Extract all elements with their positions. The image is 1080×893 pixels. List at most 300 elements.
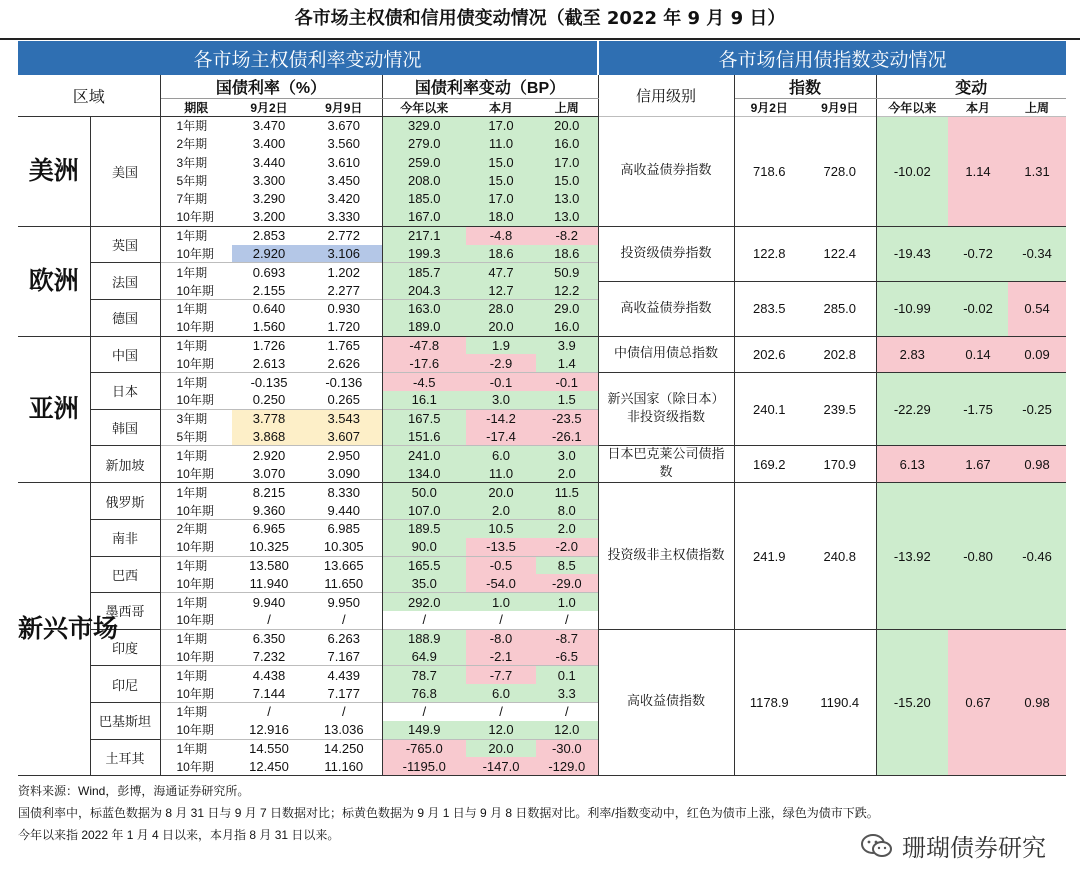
change-ytd-cell: 50.0 bbox=[382, 483, 466, 501]
term-cell: 1年期 bbox=[160, 702, 232, 720]
yield-sep2-cell: -0.135 bbox=[232, 373, 306, 391]
yield-sep9-cell: 2.626 bbox=[306, 354, 382, 372]
change-month-cell: -8.0 bbox=[466, 629, 536, 647]
country-label-mx: 墨西哥 bbox=[90, 593, 160, 630]
change-week-cell: -26.1 bbox=[536, 428, 598, 446]
change-week-cell: 50.9 bbox=[536, 263, 598, 281]
watermark bbox=[860, 828, 1046, 863]
term-cell: 1年期 bbox=[160, 739, 232, 757]
table-row bbox=[18, 446, 1066, 465]
change-week-cell: / bbox=[536, 611, 598, 629]
yield-sep2-cell: 4.438 bbox=[232, 666, 306, 684]
country-label-us: 美国 bbox=[90, 117, 160, 227]
change-ytd-cell: / bbox=[422, 612, 427, 628]
credit-index-sep2: 718.6 bbox=[734, 117, 804, 227]
term-cell: 5年期 bbox=[176, 429, 208, 444]
yield-sep9-cell: / bbox=[306, 702, 382, 720]
yield-sep9-cell: 3.560 bbox=[306, 135, 382, 153]
yield-sep2-cell: 12.450 bbox=[232, 757, 306, 775]
credit-change-week: 1.31 bbox=[1008, 117, 1066, 227]
yield-sep2-cell: 3.440 bbox=[252, 154, 286, 170]
change-month-cell: / bbox=[466, 702, 536, 720]
change-week-cell: 3.0 bbox=[536, 446, 598, 465]
table-row bbox=[18, 226, 1066, 244]
sub-month: 本月 bbox=[488, 101, 513, 115]
yield-sep9-cell: 3.543 bbox=[306, 409, 382, 427]
yield-sep2-cell: 6.965 bbox=[232, 519, 306, 537]
change-month-cell: 10.5 bbox=[466, 519, 536, 537]
region-label-asia: 亚洲 bbox=[18, 336, 90, 483]
footnote-colors: 国债利率中，标蓝色数据为 8 月 31 日与 9 月 7 日数据对比；标黄色数据为 9 月 1 日与 9 月 8 日数据对比。利率/指数变动中，红色为债市上涨，绿色为债市下跌。 bbox=[18, 806, 879, 820]
yield-sep9-cell: 6.985 bbox=[306, 519, 382, 537]
change-week-cell: 8.5 bbox=[536, 556, 598, 574]
change-week-cell: 8.0 bbox=[536, 501, 598, 519]
sub-change-week: 上周 bbox=[1025, 101, 1050, 115]
change-month-cell: 18.0 bbox=[466, 208, 536, 226]
yield-sep9-cell: 11.650 bbox=[306, 574, 382, 592]
table-row bbox=[18, 483, 1066, 501]
sub-sep9: 9月9日 bbox=[306, 99, 382, 117]
yield-sep9-cell: 3.330 bbox=[306, 208, 382, 226]
change-month-cell: 17.0 bbox=[466, 117, 536, 135]
change-ytd-cell: 189.5 bbox=[382, 519, 466, 537]
credit-index-sep2: 169.2 bbox=[734, 446, 804, 483]
change-ytd-cell: 279.0 bbox=[382, 135, 466, 153]
yield-sep2-cell: 2.920 bbox=[232, 245, 306, 263]
yield-sep2-cell: 2.853 bbox=[232, 226, 306, 244]
change-month-cell: 12.7 bbox=[466, 281, 536, 299]
credit-change-month: 1.14 bbox=[948, 117, 1008, 227]
change-ytd-cell: 292.0 bbox=[382, 593, 466, 611]
change-week-cell: 18.6 bbox=[536, 245, 598, 263]
term-cell: 10年期 bbox=[176, 723, 214, 738]
change-week-cell: / bbox=[536, 702, 598, 720]
credit-index-sep9: 728.0 bbox=[804, 117, 876, 227]
credit-index-sep9: 285.0 bbox=[804, 281, 876, 336]
change-ytd-cell: 78.7 bbox=[382, 666, 466, 684]
term-cell: 10年期 bbox=[176, 686, 214, 701]
term-cell: 7年期 bbox=[176, 192, 208, 207]
yield-sep2-cell: 0.250 bbox=[252, 392, 286, 408]
yield-sep9-cell: 3.450 bbox=[306, 171, 382, 189]
change-ytd-cell: 204.3 bbox=[382, 281, 466, 299]
change-week-cell: -30.0 bbox=[536, 739, 598, 757]
change-week-cell: 20.0 bbox=[536, 117, 598, 135]
change-month-cell: 3.0 bbox=[466, 391, 536, 409]
sub-index-sep2: 9月2日 bbox=[750, 101, 788, 115]
region-header: 区域 bbox=[18, 75, 160, 117]
change-month-cell: -147.0 bbox=[466, 757, 536, 775]
change-header: 变动 bbox=[876, 75, 1066, 99]
change-week-cell: 15.0 bbox=[536, 171, 598, 189]
yield-sep9-cell: 2.772 bbox=[306, 226, 382, 244]
credit-index-sep9: 239.5 bbox=[804, 373, 876, 446]
change-ytd-cell: 90.0 bbox=[382, 538, 466, 556]
yield-sep2-cell: 2.155 bbox=[252, 282, 286, 298]
change-week-cell: 3.3 bbox=[536, 684, 598, 702]
index-header: 指数 bbox=[734, 75, 876, 99]
sub-week: 上周 bbox=[536, 99, 598, 117]
credit-grade-header: 信用级别 bbox=[598, 75, 734, 117]
credit-index-sep2: 240.1 bbox=[734, 373, 804, 446]
yield-sep2-cell: 6.350 bbox=[232, 629, 306, 647]
change-week-cell: 0.1 bbox=[536, 666, 598, 684]
credit-index-name: 高收益债券指数 bbox=[598, 281, 734, 336]
credit-change-ytd: -15.20 bbox=[876, 629, 948, 775]
yield-sep9-cell: 3.106 bbox=[306, 245, 382, 263]
change-ytd-cell: 107.0 bbox=[382, 501, 466, 519]
yield-sep2-cell: 13.580 bbox=[232, 556, 306, 574]
left-section-header: 各市场主权债利率变动情况 bbox=[18, 41, 598, 75]
watermark-text: 珊瑚债券研究 bbox=[902, 834, 1046, 862]
change-month-cell: -14.2 bbox=[466, 409, 536, 427]
change-ytd-cell: 241.0 bbox=[382, 446, 466, 465]
change-month-cell: -4.8 bbox=[466, 226, 536, 244]
change-ytd-cell: 149.9 bbox=[382, 721, 466, 739]
change-ytd-cell: 76.8 bbox=[382, 684, 466, 702]
yield-sep9-cell: 3.670 bbox=[306, 117, 382, 135]
country-label-in: 印度 bbox=[90, 629, 160, 666]
change-ytd-cell: 163.0 bbox=[382, 299, 466, 317]
yield-sep9-cell: 3.607 bbox=[306, 428, 382, 446]
credit-change-ytd: -10.99 bbox=[876, 281, 948, 336]
table-row bbox=[18, 281, 1066, 299]
sub-sep2: 9月2日 bbox=[250, 101, 288, 115]
change-ytd-cell: 208.0 bbox=[382, 171, 466, 189]
change-week-cell: -29.0 bbox=[536, 574, 598, 592]
term-cell: 10年期 bbox=[160, 757, 232, 775]
yield-sep2-cell: 12.916 bbox=[249, 722, 289, 738]
credit-index-sep9: 202.8 bbox=[804, 336, 876, 373]
credit-change-month: -1.75 bbox=[948, 373, 1008, 446]
change-month-cell: / bbox=[499, 612, 503, 628]
change-month-cell: 28.0 bbox=[466, 299, 536, 317]
change-week-cell: 17.0 bbox=[536, 153, 598, 171]
term-cell: 10年期 bbox=[176, 576, 214, 591]
credit-change-week: -0.25 bbox=[1008, 373, 1066, 446]
yield-sep2-cell: 9.360 bbox=[252, 502, 286, 518]
change-week-cell: -8.2 bbox=[536, 226, 598, 244]
term-cell: 1年期 bbox=[160, 483, 232, 501]
yield-sep9-cell: 1.720 bbox=[306, 318, 382, 336]
credit-change-week: 0.98 bbox=[1008, 629, 1066, 775]
yield-sep9-cell: 14.250 bbox=[306, 739, 382, 757]
sub-ytd: 今年以来 bbox=[400, 101, 449, 115]
yield-sep2-cell: 2.613 bbox=[252, 355, 286, 371]
region-label-europe: 欧洲 bbox=[18, 226, 90, 336]
change-week-cell: 1.4 bbox=[536, 354, 598, 372]
change-month-cell: -17.4 bbox=[466, 428, 536, 446]
change-ytd-cell: / bbox=[382, 702, 466, 720]
bond-table bbox=[18, 41, 1066, 776]
yield-sep2-cell: 3.400 bbox=[252, 136, 286, 152]
yield-sep2-cell: / bbox=[267, 612, 271, 628]
change-month-cell: -7.7 bbox=[466, 666, 536, 684]
yield-sep2-cell: 3.300 bbox=[252, 173, 286, 189]
term-cell: 1年期 bbox=[160, 556, 232, 574]
credit-change-ytd: 6.13 bbox=[876, 446, 948, 483]
change-week-cell: 2.0 bbox=[536, 519, 598, 537]
change-week-cell: 29.0 bbox=[536, 299, 598, 317]
country-label-kr: 韩国 bbox=[90, 409, 160, 446]
change-week-cell: -129.0 bbox=[536, 757, 598, 775]
change-week-cell: 13.0 bbox=[536, 190, 598, 208]
change-ytd-cell: 259.0 bbox=[382, 153, 466, 171]
credit-change-ytd: -19.43 bbox=[876, 226, 948, 281]
term-cell: 10年期 bbox=[176, 466, 214, 481]
change-month-cell: 1.0 bbox=[466, 593, 536, 611]
yield-sep9-cell: 3.610 bbox=[306, 153, 382, 171]
yield-sep9-cell: 1.765 bbox=[306, 336, 382, 354]
yield-sep9-cell: 0.265 bbox=[306, 391, 382, 409]
term-cell: 10年期 bbox=[176, 356, 214, 371]
change-week-cell: 12.2 bbox=[536, 281, 598, 299]
yield-sep9-cell: 9.950 bbox=[306, 593, 382, 611]
term-cell: 1年期 bbox=[160, 593, 232, 611]
credit-index-sep2: 202.6 bbox=[734, 336, 804, 373]
term-cell: 3年期 bbox=[160, 409, 232, 427]
right-section-header: 各市场信用债指数变动情况 bbox=[598, 41, 1066, 75]
term-cell: 10年期 bbox=[176, 393, 214, 408]
change-ytd-cell: 64.9 bbox=[382, 648, 466, 666]
credit-change-ytd: -13.92 bbox=[876, 483, 948, 629]
change-ytd-cell: 329.0 bbox=[382, 117, 466, 135]
term-cell: 1年期 bbox=[160, 336, 232, 354]
term-cell: 10年期 bbox=[176, 320, 214, 335]
footnote-source: 资料来源：Wind，彭博，海通证券研究所。 bbox=[18, 784, 250, 798]
change-month-cell: -54.0 bbox=[466, 574, 536, 592]
yield-sep9-cell: 10.305 bbox=[306, 538, 382, 556]
credit-change-week: 0.98 bbox=[1008, 446, 1066, 483]
yield-sep9-cell: 4.439 bbox=[306, 666, 382, 684]
change-week-cell: -6.5 bbox=[536, 648, 598, 666]
country-label-cn: 中国 bbox=[90, 336, 160, 373]
yield-sep2-cell: 9.940 bbox=[232, 593, 306, 611]
change-month-cell: 2.0 bbox=[466, 501, 536, 519]
sub-term: 期限 bbox=[184, 101, 209, 115]
term-cell: 5年期 bbox=[176, 174, 208, 189]
yield-sep2-cell: 1.560 bbox=[252, 319, 286, 335]
change-month-cell: -2.9 bbox=[466, 354, 536, 372]
credit-index-sep9: 240.8 bbox=[804, 483, 876, 629]
change-month-cell: 20.0 bbox=[466, 318, 536, 336]
term-cell: 1年期 bbox=[160, 373, 232, 391]
change-month-cell: 12.0 bbox=[466, 721, 536, 739]
credit-change-ytd: -22.29 bbox=[876, 373, 948, 446]
yield-sep2-cell: 8.215 bbox=[232, 483, 306, 501]
change-week-cell: -23.5 bbox=[536, 409, 598, 427]
yield-sep9-cell: 1.202 bbox=[306, 263, 382, 281]
footnote-dates: 今年以来指 2022 年 1 月 4 日以来，本月指 8 月 31 日以来。 bbox=[18, 828, 340, 842]
credit-change-month: -0.80 bbox=[948, 483, 1008, 629]
yield-sep2-cell: 1.726 bbox=[232, 336, 306, 354]
credit-change-ytd: -10.02 bbox=[876, 117, 948, 227]
credit-index-sep9: 170.9 bbox=[804, 446, 876, 483]
change-ytd-cell: 151.6 bbox=[382, 428, 466, 446]
credit-index-sep9: 122.4 bbox=[804, 226, 876, 281]
yield-sep9-cell: 13.036 bbox=[306, 721, 382, 739]
country-label-fr: 法国 bbox=[90, 263, 160, 300]
change-month-cell: -0.5 bbox=[466, 556, 536, 574]
change-ytd-cell: 185.7 bbox=[382, 263, 466, 281]
yield-sep9-cell: -0.136 bbox=[306, 373, 382, 391]
yield-sep2-cell: 3.778 bbox=[232, 409, 306, 427]
credit-change-month: -0.72 bbox=[948, 226, 1008, 281]
country-label-br: 巴西 bbox=[90, 556, 160, 593]
change-month-cell: 18.6 bbox=[466, 245, 536, 263]
change-week-cell: 11.5 bbox=[536, 483, 598, 501]
term-cell: 1年期 bbox=[160, 666, 232, 684]
yield-sep9-cell: 13.665 bbox=[306, 556, 382, 574]
credit-index-sep2: 241.9 bbox=[734, 483, 804, 629]
term-cell: 10年期 bbox=[176, 210, 214, 225]
yield-sep9-cell: 9.440 bbox=[306, 501, 382, 519]
credit-index-sep9: 1190.4 bbox=[804, 629, 876, 775]
change-week-cell: 2.0 bbox=[536, 464, 598, 483]
change-ytd-cell: -47.8 bbox=[382, 336, 466, 354]
table-row bbox=[18, 629, 1066, 647]
term-cell: 1年期 bbox=[176, 119, 208, 134]
country-label-de: 德国 bbox=[90, 299, 160, 336]
term-cell: 1年期 bbox=[160, 629, 232, 647]
change-ytd-cell: 167.0 bbox=[382, 208, 466, 226]
country-label-id: 印尼 bbox=[90, 666, 160, 703]
yield-sep9-cell: 6.263 bbox=[306, 629, 382, 647]
yield-sep2-cell: 3.868 bbox=[232, 428, 306, 446]
term-cell: 10年期 bbox=[176, 246, 214, 261]
country-label-tr: 土耳其 bbox=[90, 739, 160, 776]
term-cell: 1年期 bbox=[160, 263, 232, 281]
change-month-cell: 6.0 bbox=[466, 684, 536, 702]
term-cell: 2年期 bbox=[176, 137, 208, 152]
change-ytd-cell: 165.5 bbox=[382, 556, 466, 574]
term-cell: 2年期 bbox=[160, 519, 232, 537]
term-cell: 10年期 bbox=[176, 503, 214, 518]
term-cell: 1年期 bbox=[160, 299, 232, 317]
region-label-americas: 美洲 bbox=[18, 117, 90, 227]
term-cell: 10年期 bbox=[176, 649, 214, 664]
yield-sep9-cell: 3.090 bbox=[306, 464, 382, 483]
credit-change-week: 0.54 bbox=[1008, 281, 1066, 336]
change-ytd-cell: 199.3 bbox=[382, 245, 466, 263]
change-ytd-cell: 185.0 bbox=[382, 190, 466, 208]
term-cell: 10年期 bbox=[176, 540, 214, 555]
yield-sep2-cell: 3.470 bbox=[252, 118, 286, 134]
credit-index-name: 日本巴克莱公司债指数 bbox=[598, 446, 734, 483]
credit-index-name: 投资级债券指数 bbox=[598, 226, 734, 281]
credit-index-sep2: 283.5 bbox=[734, 281, 804, 336]
yield-sep2-cell: 0.693 bbox=[232, 263, 306, 281]
sub-change-month: 本月 bbox=[966, 101, 991, 115]
change-week-cell: 13.0 bbox=[536, 208, 598, 226]
change-ytd-cell: 134.0 bbox=[382, 464, 466, 483]
table-row bbox=[18, 336, 1066, 354]
change-week-cell: -8.7 bbox=[536, 629, 598, 647]
yield-sep9-cell: 8.330 bbox=[306, 483, 382, 501]
yield-sep2-cell: 10.325 bbox=[249, 539, 289, 555]
credit-change-ytd: 2.83 bbox=[876, 336, 948, 373]
yield-sep2-cell: 2.920 bbox=[232, 446, 306, 465]
yield-sep2-cell: 11.940 bbox=[249, 575, 289, 591]
yield-sep9-cell: / bbox=[306, 611, 382, 629]
yield-sep2-cell: / bbox=[232, 702, 306, 720]
yield-sep2-cell: 3.070 bbox=[252, 465, 286, 481]
change-ytd-cell: -1195.0 bbox=[382, 757, 466, 775]
change-month-cell: 47.7 bbox=[466, 263, 536, 281]
change-week-cell: -2.0 bbox=[536, 538, 598, 556]
change-week-cell: 1.5 bbox=[536, 391, 598, 409]
yield-sep9-cell: 0.930 bbox=[306, 299, 382, 317]
change-ytd-cell: 217.1 bbox=[382, 226, 466, 244]
yield-sep9-cell: 2.950 bbox=[306, 446, 382, 465]
change-month-cell: 20.0 bbox=[466, 739, 536, 757]
term-cell: 10年期 bbox=[176, 283, 214, 298]
term-cell: 10年期 bbox=[176, 613, 214, 628]
country-label-pk: 巴基斯坦 bbox=[90, 702, 160, 739]
yield-header: 国债利率（%） bbox=[160, 75, 382, 99]
yield-sep2-cell: 3.290 bbox=[252, 191, 286, 207]
yield-sep2-cell: 7.232 bbox=[252, 648, 286, 664]
yield-change-header: 国债利率变动（BP） bbox=[382, 75, 598, 99]
change-month-cell: 6.0 bbox=[466, 446, 536, 465]
change-ytd-cell: 35.0 bbox=[382, 574, 466, 592]
table-row bbox=[18, 373, 1066, 391]
change-ytd-cell: 16.1 bbox=[382, 391, 466, 409]
credit-index-name: 高收益债指数 bbox=[598, 629, 734, 775]
term-cell: 3年期 bbox=[176, 155, 208, 170]
change-month-cell: 20.0 bbox=[466, 483, 536, 501]
credit-index-sep2: 1178.9 bbox=[734, 629, 804, 775]
change-month-cell: -13.5 bbox=[466, 538, 536, 556]
change-week-cell: 16.0 bbox=[536, 318, 598, 336]
change-week-cell: -0.1 bbox=[536, 373, 598, 391]
change-week-cell: 1.0 bbox=[536, 593, 598, 611]
sub-change-ytd: 今年以来 bbox=[888, 101, 937, 115]
credit-change-week: -0.46 bbox=[1008, 483, 1066, 629]
country-label-za: 南非 bbox=[90, 519, 160, 556]
yield-sep2-cell: 14.550 bbox=[232, 739, 306, 757]
credit-change-month: 1.67 bbox=[948, 446, 1008, 483]
change-month-cell: 1.9 bbox=[466, 336, 536, 354]
change-week-cell: 12.0 bbox=[536, 721, 598, 739]
yield-sep9-cell: 11.160 bbox=[306, 757, 382, 775]
page-title: 各市场主权债和信用债变动情况（截至 2022 年 9 月 9 日） bbox=[0, 0, 1080, 40]
change-month-cell: 11.0 bbox=[466, 464, 536, 483]
change-month-cell: 11.0 bbox=[466, 135, 536, 153]
credit-change-month: 0.67 bbox=[948, 629, 1008, 775]
yield-sep9-cell: 3.420 bbox=[306, 190, 382, 208]
change-ytd-cell: 167.5 bbox=[382, 409, 466, 427]
change-month-cell: -0.1 bbox=[466, 373, 536, 391]
change-month-cell: 17.0 bbox=[466, 190, 536, 208]
credit-index-name: 新兴国家（除日本）非投资级指数 bbox=[598, 373, 734, 446]
change-week-cell: 16.0 bbox=[536, 135, 598, 153]
yield-sep9-cell: 7.177 bbox=[306, 684, 382, 702]
credit-change-week: 0.09 bbox=[1008, 336, 1066, 373]
change-month-cell: 15.0 bbox=[466, 171, 536, 189]
change-week-cell: 3.9 bbox=[536, 336, 598, 354]
credit-change-week: -0.34 bbox=[1008, 226, 1066, 281]
sub-index-sep9: 9月9日 bbox=[804, 99, 876, 117]
country-label-uk: 英国 bbox=[90, 226, 160, 263]
term-cell: 1年期 bbox=[160, 226, 232, 244]
change-month-cell: 15.0 bbox=[466, 153, 536, 171]
yield-sep9-cell: 2.277 bbox=[306, 281, 382, 299]
term-cell: 1年期 bbox=[160, 446, 232, 465]
credit-change-month: -0.02 bbox=[948, 281, 1008, 336]
change-ytd-cell: -765.0 bbox=[382, 739, 466, 757]
change-ytd-cell: 188.9 bbox=[382, 629, 466, 647]
